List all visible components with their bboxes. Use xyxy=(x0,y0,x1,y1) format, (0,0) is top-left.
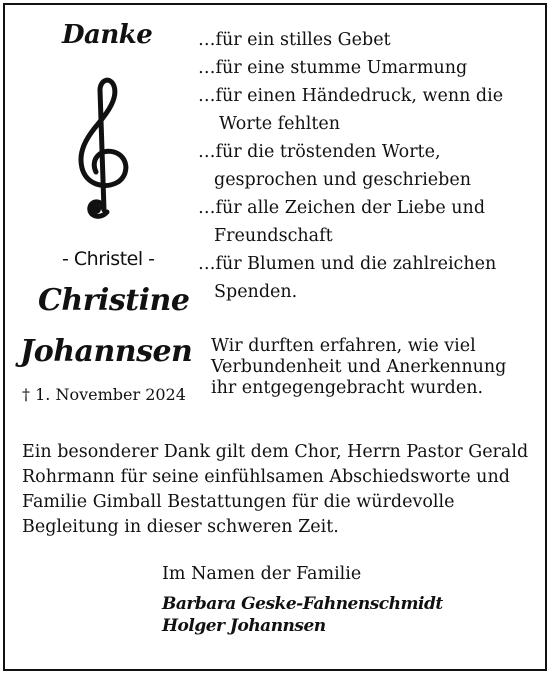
experience-line: Verbundenheit und Anerkennung xyxy=(211,357,507,377)
nickname: - Christel - xyxy=(62,248,155,270)
special-thanks-line: Ein besonderer Dank gilt dem Chor, Herrn Pastor Gerald xyxy=(22,442,529,462)
thanks-line: …für alle Zeichen der Liebe und xyxy=(198,198,486,218)
thanks-line: …für Blumen und die zahlreichen xyxy=(198,254,497,274)
thanks-line: gesprochen und geschrieben xyxy=(214,170,471,190)
thanks-line: Spenden. xyxy=(214,282,298,302)
signature-name: Holger Johannsen xyxy=(162,616,326,636)
experience-line: ihr entgegengebracht wurden. xyxy=(211,378,484,398)
treble-clef-icon xyxy=(60,72,150,222)
thanks-line: Worte fehlten xyxy=(219,114,341,134)
last-name: Johannsen xyxy=(20,334,193,369)
thanks-line: Freundschaft xyxy=(214,226,333,246)
thanks-line: …für eine stumme Umarmung xyxy=(198,58,468,78)
experience-line: Wir durften erfahren, wie viel xyxy=(211,336,476,356)
death-date: † 1. November 2024 xyxy=(22,385,186,404)
special-thanks-line: Familie Gimball Bestattungen für die würdevolle xyxy=(22,492,455,512)
special-thanks-line: Begleitung in dieser schweren Zeit. xyxy=(22,517,339,537)
signature-name: Barbara Geske-Fahnenschmidt xyxy=(162,594,443,614)
thanks-line: …für die tröstenden Worte, xyxy=(198,142,441,162)
experience-paragraph xyxy=(211,336,506,399)
thanks-line: …für einen Händedruck, wenn die xyxy=(198,86,504,106)
special-thanks-paragraph xyxy=(22,440,528,540)
first-name: Christine xyxy=(38,283,190,318)
thanks-line: …für ein stilles Gebet xyxy=(198,30,391,50)
special-thanks-line: Rohrmann für seine einfühlsamen Abschiedsworte und xyxy=(22,467,510,487)
signature-intro: Im Namen der Familie xyxy=(162,564,362,584)
danke-heading: Danke xyxy=(62,20,153,50)
